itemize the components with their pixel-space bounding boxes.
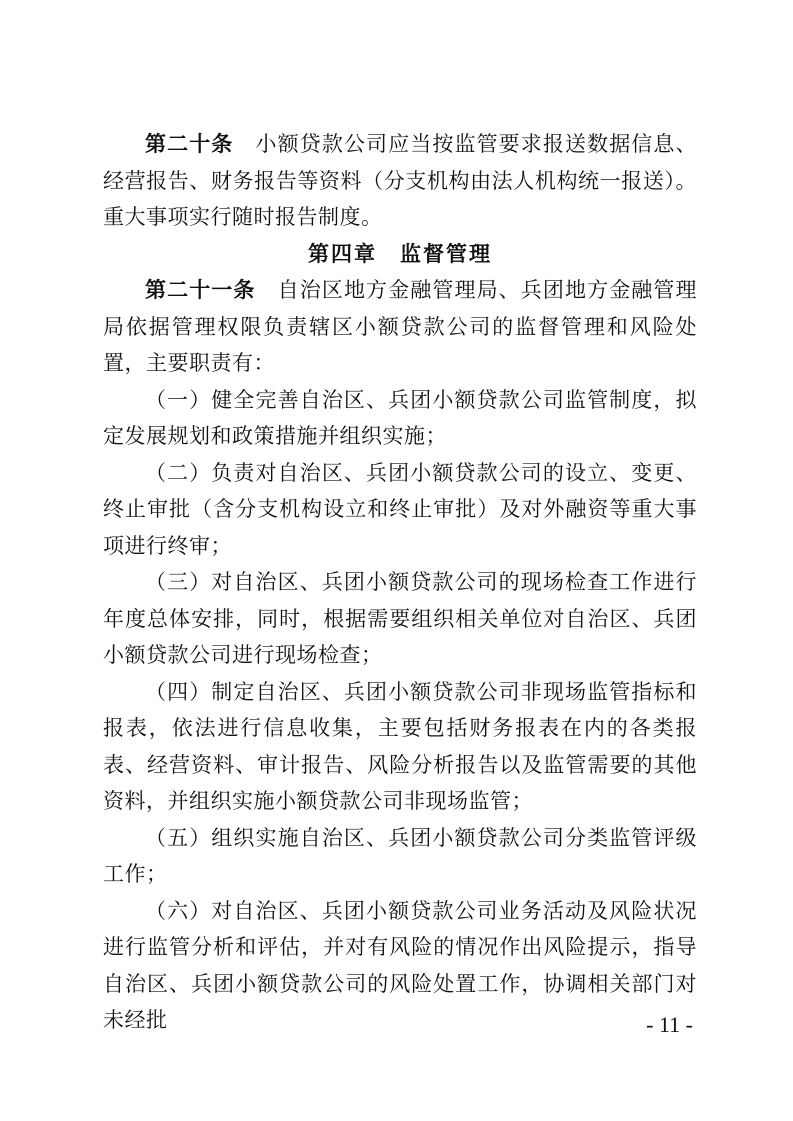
item-6-paragraph: （六）对自治区、兵团小额贷款公司业务活动及风险状况进行监管分析和评估，并对有风险的情况作出风险提示，指导自治区、兵团小额贷款公司的风险处置工作，协调相关部门对未经批 bbox=[103, 898, 697, 1032]
item-3-paragraph: （三）对自治区、兵团小额贷款公司的现场检查工作进行年度总体安排，同时，根据需要组织相关单位对自治区、兵团小额贷款公司进行现场检查； bbox=[103, 570, 697, 667]
article-20-number: 第二十条 bbox=[145, 132, 234, 156]
item-1-paragraph: （一）健全完善自治区、兵团小额贷款公司监管制度，拟定发展规划和政策措施并组织实施； bbox=[103, 387, 697, 448]
article-21-number: 第二十一条 bbox=[145, 278, 256, 302]
article-21-paragraph bbox=[103, 272, 697, 382]
chapter-heading: 第四章 监督管理 bbox=[308, 241, 492, 266]
article-21-text: 自治区地方金融管理局、兵团地方金融管理局依据管理权限负责辖区小额贷款公司的监督管理和风险处置，主要职责有： bbox=[103, 278, 698, 375]
article-20-text: 小额贷款公司应当按监管要求报送数据信息、经营报告、财务报告等资料（分支机构由法人机构统一报送）。重大事项实行随时报告制度。 bbox=[103, 132, 698, 229]
item-4-paragraph: （四）制定自治区、兵团小额贷款公司非现场监管指标和报表，依法进行信息收集，主要包括财务报表在内的各类报表、经营资料、审计报告、风险分析报告以及监管需要的其他资料，并组织实施小额贷款公司非现场监管； bbox=[103, 679, 697, 813]
article-20-paragraph bbox=[103, 126, 697, 236]
item-2-paragraph: （二）负责对自治区、兵团小额贷款公司的设立、变更、终止审批（含分支机构设立和终止审批）及对外融资等重大事项进行终审； bbox=[103, 460, 697, 558]
page-number: - 11 - bbox=[646, 1012, 693, 1037]
item-5-paragraph: （五）组织实施自治区、兵团小额贷款公司分类监管评级工作； bbox=[103, 825, 697, 886]
document-body bbox=[103, 126, 697, 1039]
